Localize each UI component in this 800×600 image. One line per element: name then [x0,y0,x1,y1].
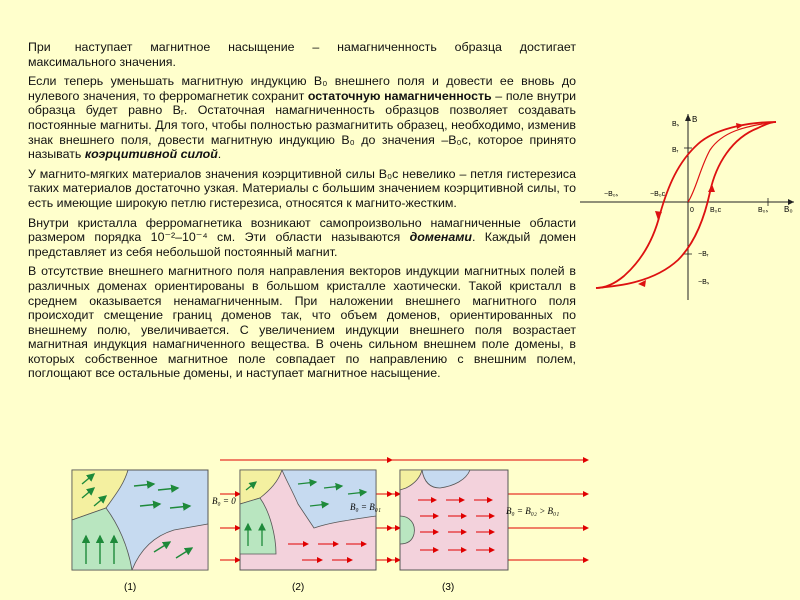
domains-figure [70,450,590,600]
paragraph-saturation [28,40,576,69]
domain-panel-3 [380,460,588,593]
paragraph-remanence [28,74,576,162]
arrow-right [708,184,715,192]
remanence-term: остаточную намагниченность [307,88,492,103]
remanence-text-3: . [217,147,222,162]
field-label-1: B₀ = 0 [212,496,236,506]
paragraph-soft-materials: У магнито-мягких материалов значения коэрцитивной силы B₀c невелико – петля гистерезиса таких материалов достаточно узкая. Материалы с большим значением коэрцитивной силы, то есть имеющие широкую петлю гистерезиса, относятся к магнито-жестким. [28,166,576,210]
b0c-label: B₀c [710,207,722,214]
field-label-2: B₀ = B₀₁ [350,502,381,512]
paragraph-domain-behavior: В отсутствие внешнего магнитного поля направления векторов индукции магнитных полей в различных доменах ориентированы в большом кристалле хаотически. Такой кристалл в среднем оказывается ненамагниченным. При наложении внешнего магнитного поля происходит смещение границ доменов так, что объем доменов, ориентированных по внешнему полю, увеличивается. С увеличением индукции внешнего поля возрастает магнитная индукция намагниченного вещества. В очень сильном внешнем поле домены, в которых собственное магнитное поле совпадает по направлению с внешним полем, поглощают все остальные домены, и наступает магнитное насыщение. [28,264,576,381]
caption-2: (2) [292,582,305,593]
initial-magnetization-curve [688,122,776,202]
neg-b0s-label: −B₀ₛ [604,191,619,198]
br-label: Bᵣ [672,147,679,154]
domains-text-1: Внутри кристалла ферромагнетика возникают самопроизвольно намагниченные области размером порядка 10⁻²–10⁻⁴ см. Эти области называются [28,215,576,245]
paragraph-domains [28,216,576,260]
paragraph-lead: При [28,40,51,54]
domains-term: доменами [409,230,472,245]
loop-upper-branch [596,122,776,288]
remanence-text-1: Если теперь уменьшать магнитную индукцию B₀ внешнего поля и довести ее вновь до нулевого значения, то ферромагнетик сохранит [28,74,576,103]
origin-label: 0 [690,207,694,214]
neg-bs-label: −Bₛ [698,279,710,286]
hysteresis-loop-figure [580,110,800,305]
bs-label: Bₛ [672,121,680,128]
field-label-3: B₀ = B₀₂ > B₀₁ [506,506,560,516]
neg-b0c-label: −B₀c [650,191,666,198]
b-axis-arrow [685,114,691,121]
arrow-left [655,211,662,220]
saturation-text: наступает магнитное насыщение – намагниченность образца достигает максимального значения. [28,40,576,69]
loop-lower-branch [596,122,776,288]
panel-3-frame [400,470,508,570]
domain-panel-1 [72,470,208,593]
caption-1: (1) [124,582,137,593]
text-block [28,40,576,386]
neg-br-label: −Bᵣ [698,251,709,258]
b0s-label: B₀ₛ [758,207,769,214]
caption-3: (3) [442,582,455,593]
domain-panel-2 [212,460,392,593]
remanence-text-2: – поле внутри образца будет равно Bᵣ. Остаточная намагниченность образцов позволяет создавать постоянные магниты. Для того, чтобы полностью размагнитить образец, необходимо, изменив знак внешнего поля, довести магнитную индукцию B₀ до значения –B₀c, которое принято называть [28,88,577,162]
coercive-force-term: коэрцитивной силой [84,147,218,162]
b0-axis-label: B₀ [784,205,793,214]
domains-text-2: . Каждый домен представляет из себя небольшой постоянный магнит. [28,230,577,259]
b-axis-label: B [692,115,698,124]
